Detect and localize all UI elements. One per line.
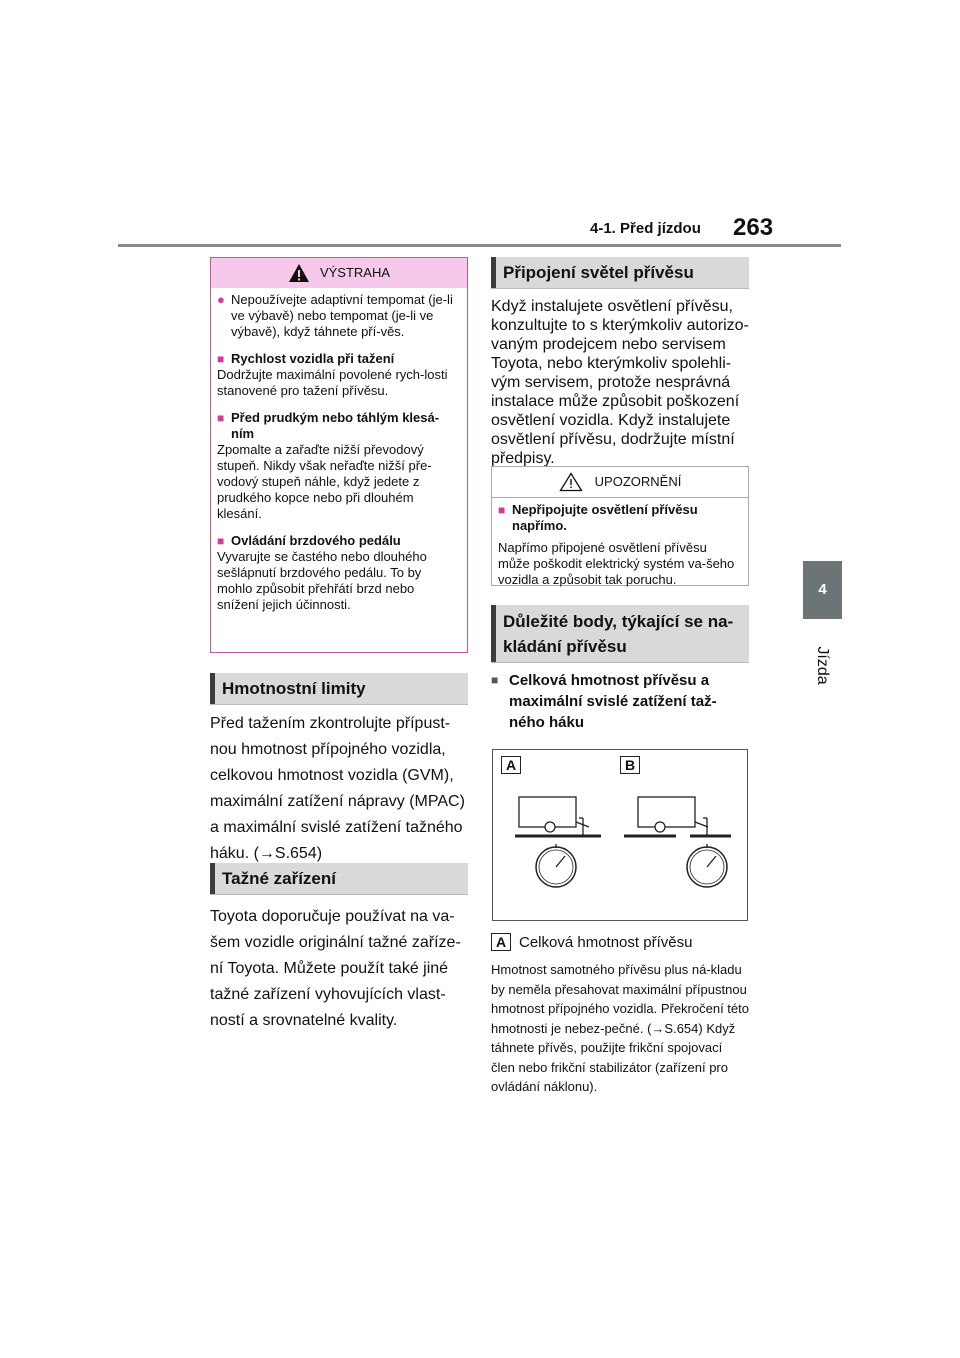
square-bullet-icon: ■ [498, 503, 506, 517]
warning-bullet-text: Nepoužívejte adaptivní tempomat (je-li ve výbavě) nebo tempomat (je-li ve výbavě), když táhnete pří-věs. [231, 292, 453, 339]
trailer-b-drawing [624, 797, 731, 887]
item-a-title: Celková hmotnost přívěsu [519, 933, 693, 951]
section-heading-weight-limits: Hmotnostní limity [210, 673, 468, 705]
item-a-text: Hmotnost samotného přívěsu plus ná-kladu by neměla přesahovat maximální přípustnou hmotnost přípojného vozidla. Překročení této hmotnosti je nebez-pečné. (→S.654) Když táhnete přívěs, použijte frikční spojovací člen nebo frikční stabilizátor (zařízení pro ovládání náklonu). [491, 962, 749, 1094]
caution-header [492, 467, 748, 498]
section-title: 4-1. Před jízdou [590, 220, 701, 237]
section-heading-loading-points: Důležité body, týkající se na-kládání přívěsu [491, 605, 749, 663]
weight-limits-text: Před tažením zkontrolujte přípust-nou hmotnost přípojného vozidla, celkovou hmotnost vozidla (GVM), maximální zatížení nápravy (MPAC) a maximální svislé zatížení tažného háku. (→S.654) [210, 715, 465, 862]
trailer-scale-illustration [493, 750, 747, 920]
bullet-dot-icon: ● [217, 292, 225, 307]
diagram-label-a: A [501, 756, 521, 774]
trailer-a-drawing [515, 797, 601, 887]
warning-item-text: Vyvarujte se častého nebo dlouhého sešlápnutí brzdového pedálu. To by mohlo způsobit přehřátí brzd nebo snížení jejich účinnosti. [217, 549, 427, 612]
trailer-weight-diagram [492, 749, 748, 921]
warning-title: VÝSTRAHA [319, 265, 391, 280]
chapter-label: Jízda [814, 646, 832, 685]
caution-triangle-icon [559, 472, 583, 492]
caution-title: UPOZORNĚNÍ [594, 474, 682, 489]
trailer-lights-text: Když instalujete osvětlení přívěsu, konzultujte to s kterýmkoliv autorizo-vaným prodejcem nebo servisem Toyota, nebo kterýmkoliv spolehli-vým servisem, protože nesprávná instalace může způsobit poškození osvětlení vozidla. Když instalujete osvětlení přívěsu, dodržujte místní předpisy. [491, 298, 749, 467]
page-number: 263 [733, 214, 774, 241]
square-bullet-icon: ■ [491, 673, 499, 687]
item-a-title-row [491, 933, 749, 951]
warning-bullet [217, 292, 459, 340]
warning-triangle-icon [288, 263, 310, 283]
warning-box [210, 257, 468, 653]
square-bullet-icon: ■ [217, 411, 225, 425]
section-heading-trailer-lights: Připojení světel přívěsu [491, 257, 749, 289]
warning-item-text: Zpomalte a zařaďte nižší převodový stupeň. Nikdy však neřaďte nižší pře-vodový stupeň náhle, když jedete z prudkého kopce nebo při dlouhém klesání. [217, 442, 432, 521]
header-divider [118, 244, 841, 247]
warning-item-heading: ■ Rychlost vozidla při tažení [217, 351, 395, 366]
warning-header [211, 258, 467, 288]
caution-box [491, 466, 749, 586]
caution-heading: ■ Nepřipojujte osvětlení přívěsu napřímo. [498, 502, 698, 533]
towing-device-text: Toyota doporučuje používat na va-šem vozidle originální tažné zaříze-ní Toyota. Můžete použít také jiné tažné zařízení vyhovujících vlast-ností a srovnatelné kvality. [210, 908, 461, 1029]
caution-text: Napřímo připojené osvětlení přívěsu může poškodit elektrický systém va-šeho vozidla a způsobit tak poruchu. [498, 540, 735, 587]
loading-subheading: ■ Celková hmotnost přívěsu a maximální svislé zatížení taž-ného háku [491, 672, 717, 731]
square-bullet-icon: ■ [217, 534, 225, 548]
warning-item-text: Dodržujte maximální povolené rych-losti stanovené pro tažení přívěsu. [217, 367, 448, 398]
item-label-a: A [491, 933, 511, 951]
warning-item-heading: ■ Ovládání brzdového pedálu [217, 533, 401, 548]
square-bullet-icon: ■ [217, 352, 225, 366]
section-heading-towing-device: Tažné zařízení [210, 863, 468, 895]
chapter-tab: 4 [803, 561, 842, 619]
warning-item-heading: ■ Před prudkým nebo táhlým klesá-ním [217, 410, 440, 441]
diagram-label-b: B [620, 756, 640, 774]
